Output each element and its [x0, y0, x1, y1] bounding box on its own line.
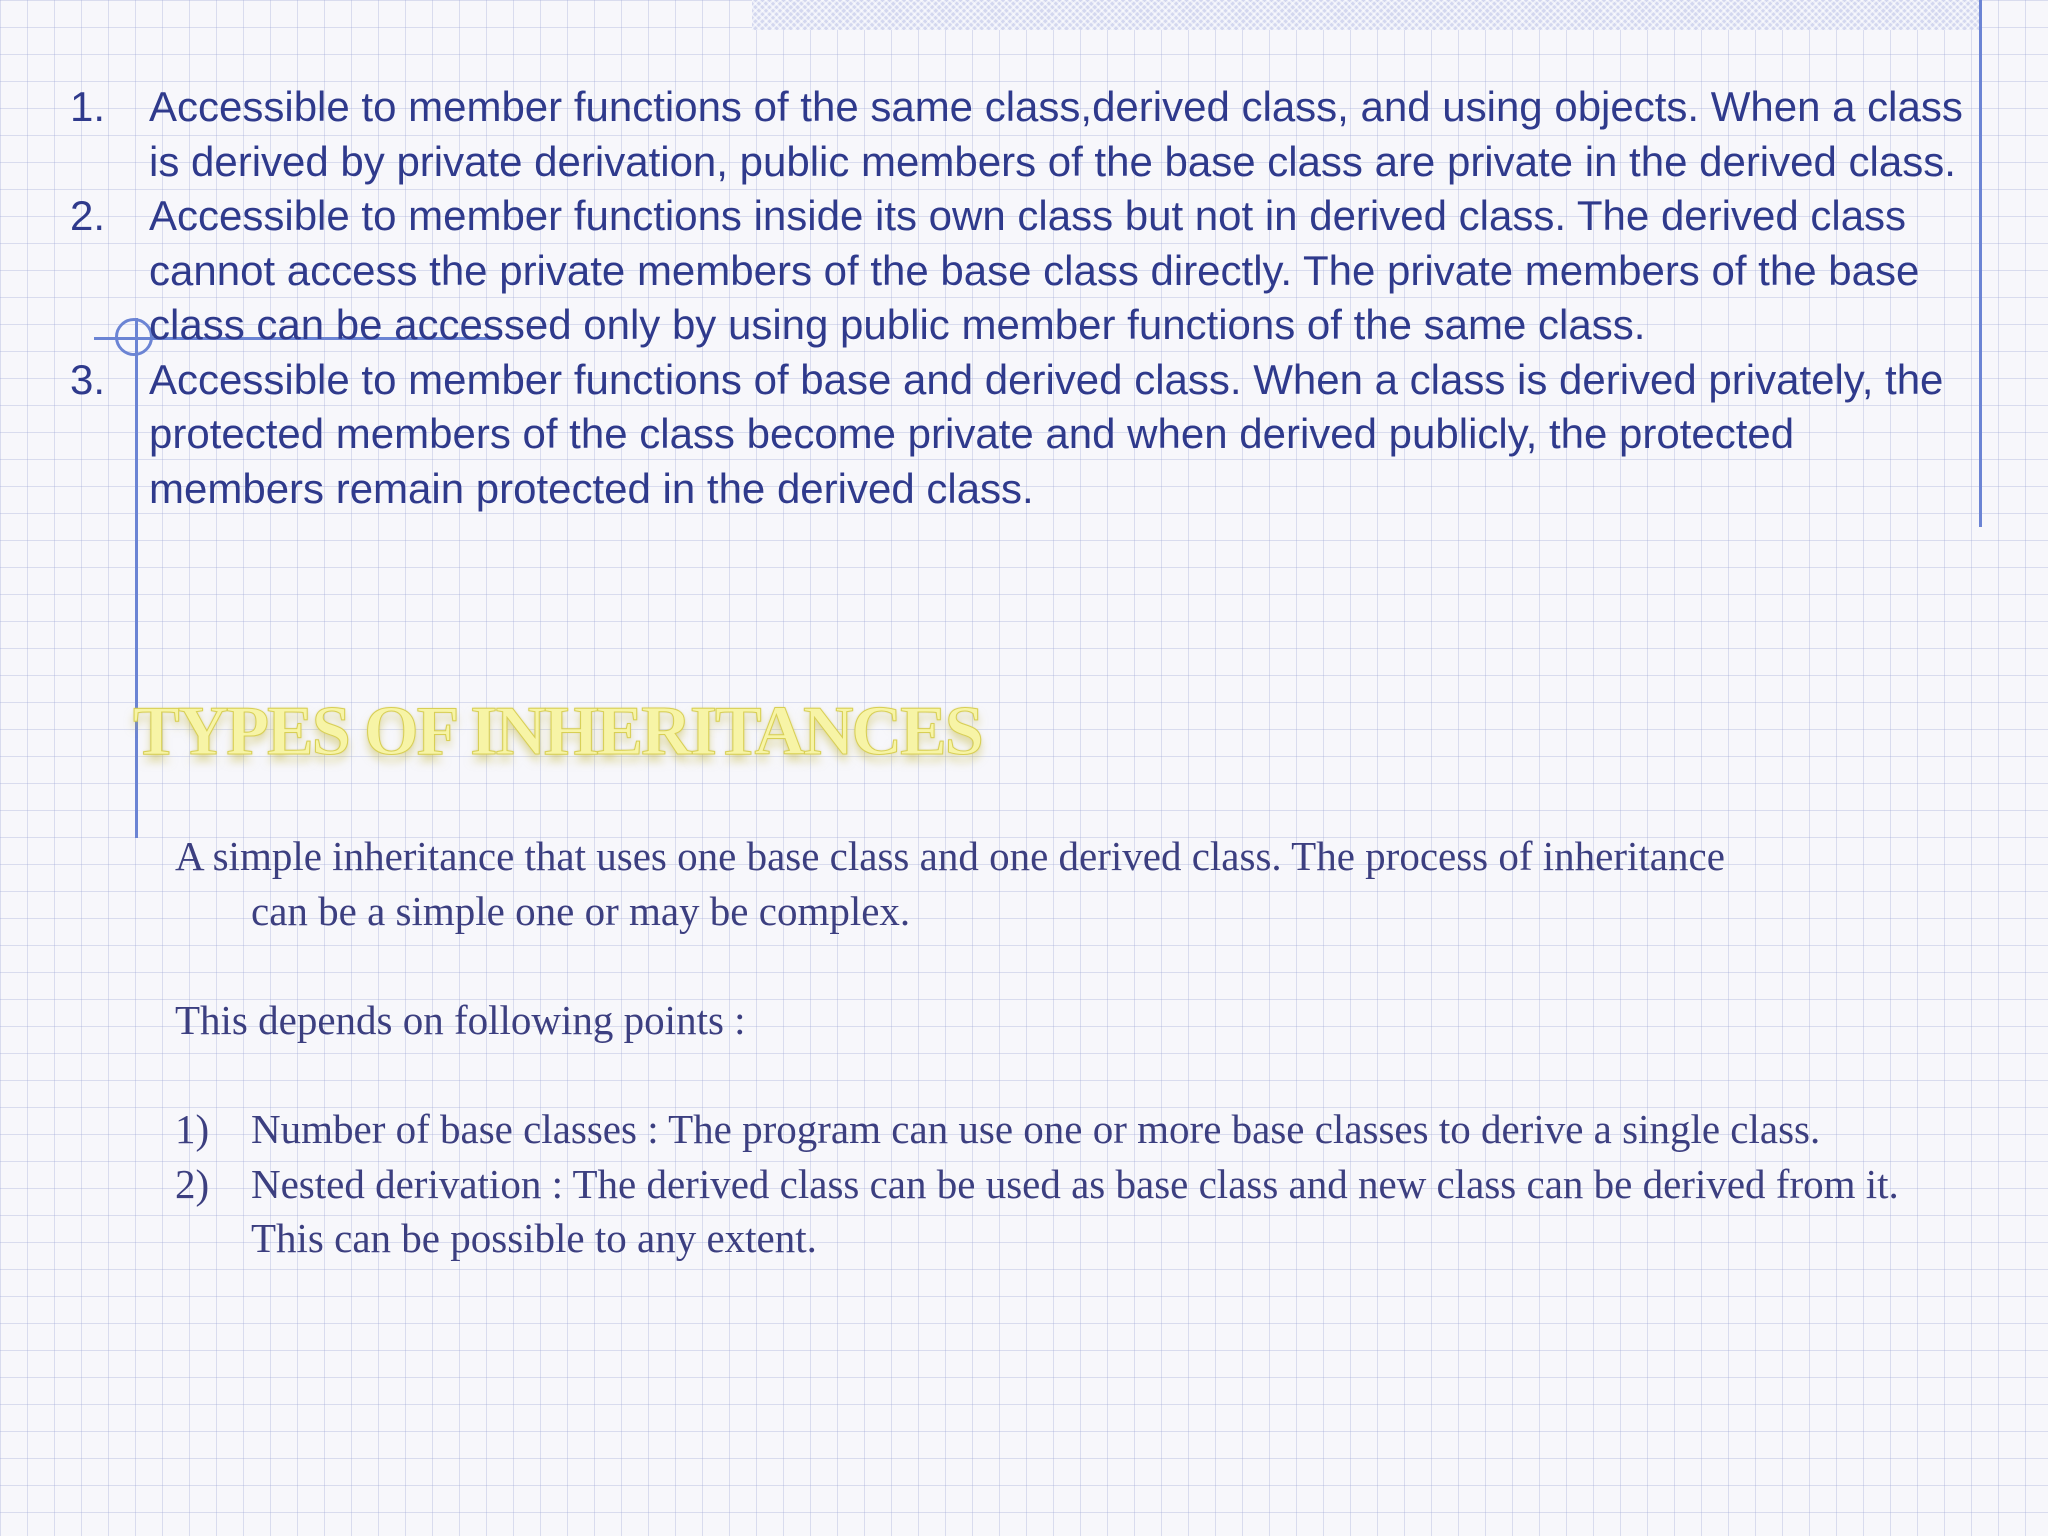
list-text: Nested derivation : The derived class can be used as base class and new class can be derived from it. This can be possible to any extent. [251, 1160, 1899, 1261]
access-specifier-list [70, 80, 1975, 516]
depends-text: This depends on following points : [175, 997, 746, 1043]
points-list [175, 1102, 1935, 1266]
list-text: Accessible to member functions of base and derived class. When a class is derived privately, the protected members of the class become private and when derived publicly, the protected members remain protected in the derived class. [149, 355, 1944, 512]
list-number: 2. [70, 192, 106, 239]
list-item [70, 353, 1975, 517]
decorative-pattern-band [752, 0, 1982, 30]
list-number: 1. [70, 83, 106, 130]
list-item [70, 189, 1975, 353]
intro-line: A simple inheritance that uses one base class and one derived class. The process of inheritance [175, 833, 1725, 879]
intro-paragraph [175, 829, 1895, 938]
list-item [175, 1102, 1935, 1157]
list-number: 3. [70, 355, 106, 403]
list-text: Accessible to member functions of the same class,derived class, and using objects. When a class is derived by private derivation, public members of the base class are private in the derived class. [149, 83, 1963, 185]
list-number: 1) [175, 1106, 210, 1152]
list-item [70, 80, 1975, 189]
intro-line: can be a simple one or may be complex. [251, 887, 911, 934]
list-item [175, 1157, 1935, 1266]
section-heading: TYPES OF INHERITANCES [133, 693, 982, 770]
list-text: Accessible to member functions inside its own class but not in derived class. The derived class cannot access the private members of the base class directly. The private members of the base class can be accessed only by using public member functions of the same class. [149, 192, 1920, 348]
decorative-vertical-line [1979, 0, 1982, 527]
list-number: 2) [175, 1160, 210, 1207]
list-text: Number of base classes : The program can use one or more base classes to derive a single class. [251, 1106, 1821, 1152]
